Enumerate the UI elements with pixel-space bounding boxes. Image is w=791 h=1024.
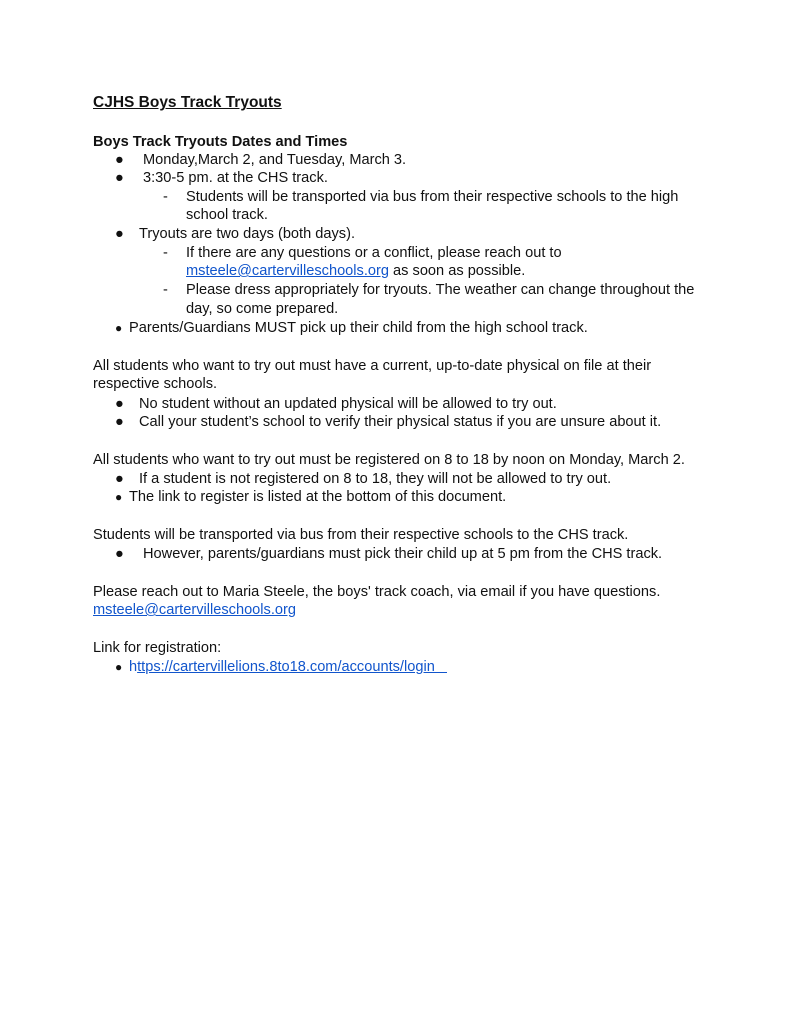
email-link[interactable]: msteele@cartervilleschools.org <box>186 263 389 279</box>
dash-icon: - <box>163 282 168 298</box>
bullet-icon: ● <box>115 414 124 430</box>
list-item: Tryouts are two days (both days). <box>139 226 356 242</box>
list-item: If there are any questions or a conflict, please reach out to <box>186 245 562 261</box>
bullet-icon: ● <box>115 660 123 674</box>
list-item: No student without an updated physical will be allowed to try out. <box>139 396 557 412</box>
paragraph <box>93 601 296 619</box>
bullet-icon: ● <box>115 321 123 335</box>
list-item: However, parents/guardians must pick their child up at 5 pm from the CHS track. <box>143 546 663 562</box>
bullet-icon: ● <box>115 396 124 412</box>
list-item: Students will be transported via bus from their respective schools to the high <box>186 189 679 205</box>
dash-icon: - <box>163 245 168 261</box>
list-item: The link to register is listed at the bottom of this document. <box>129 489 507 505</box>
registration-url[interactable]: ttps://cartervillelions.8to18.com/accounts/login <box>137 659 447 675</box>
list-item-text: as soon as possible. <box>389 263 526 279</box>
registration-link[interactable] <box>129 658 447 676</box>
paragraph: Students will be transported via bus from their respective schools to the CHS track. <box>93 527 629 543</box>
list-item-continuation: school track. <box>186 207 268 223</box>
bullet-icon: ● <box>115 152 124 168</box>
page-title: CJHS Boys Track Tryouts <box>93 94 282 111</box>
bullet-icon: ● <box>115 490 123 504</box>
list-item-continuation: day, so come prepared. <box>186 301 339 317</box>
paragraph: All students who want to try out must have a current, up-to-date physical on file at their <box>93 358 652 374</box>
paragraph: Please reach out to Maria Steele, the boys' track coach, via email if you have questions. <box>93 584 661 600</box>
paragraph: All students who want to try out must be registered on 8 to 18 by noon on Monday, March 2. <box>93 452 685 468</box>
dash-icon: - <box>163 189 168 205</box>
list-item: Monday,March 2, and Tuesday, March 3. <box>143 152 407 168</box>
list-item: Please dress appropriately for tryouts. The weather can change throughout the <box>186 282 695 298</box>
bullet-icon: ● <box>115 546 124 562</box>
email-link[interactable]: msteele@cartervilleschools.org <box>93 602 296 618</box>
list-item-continuation <box>186 262 525 280</box>
list-item: 3:30-5 pm. at the CHS track. <box>143 170 328 186</box>
list-item: If a student is not registered on 8 to 18, they will not be allowed to try out. <box>139 471 612 487</box>
list-item: Parents/Guardians MUST pick up their child from the high school track. <box>129 320 588 336</box>
list-item: Call your student’s school to verify their physical status if you are unsure about it. <box>139 414 662 430</box>
link-prefix[interactable]: h <box>129 659 138 675</box>
bullet-icon: ● <box>115 471 124 487</box>
bullet-icon: ● <box>115 226 124 242</box>
bullet-icon: ● <box>115 170 124 186</box>
paragraph: respective schools. <box>93 376 218 392</box>
paragraph: Link for registration: <box>93 640 222 656</box>
section-heading: Boys Track Tryouts Dates and Times <box>93 134 348 150</box>
